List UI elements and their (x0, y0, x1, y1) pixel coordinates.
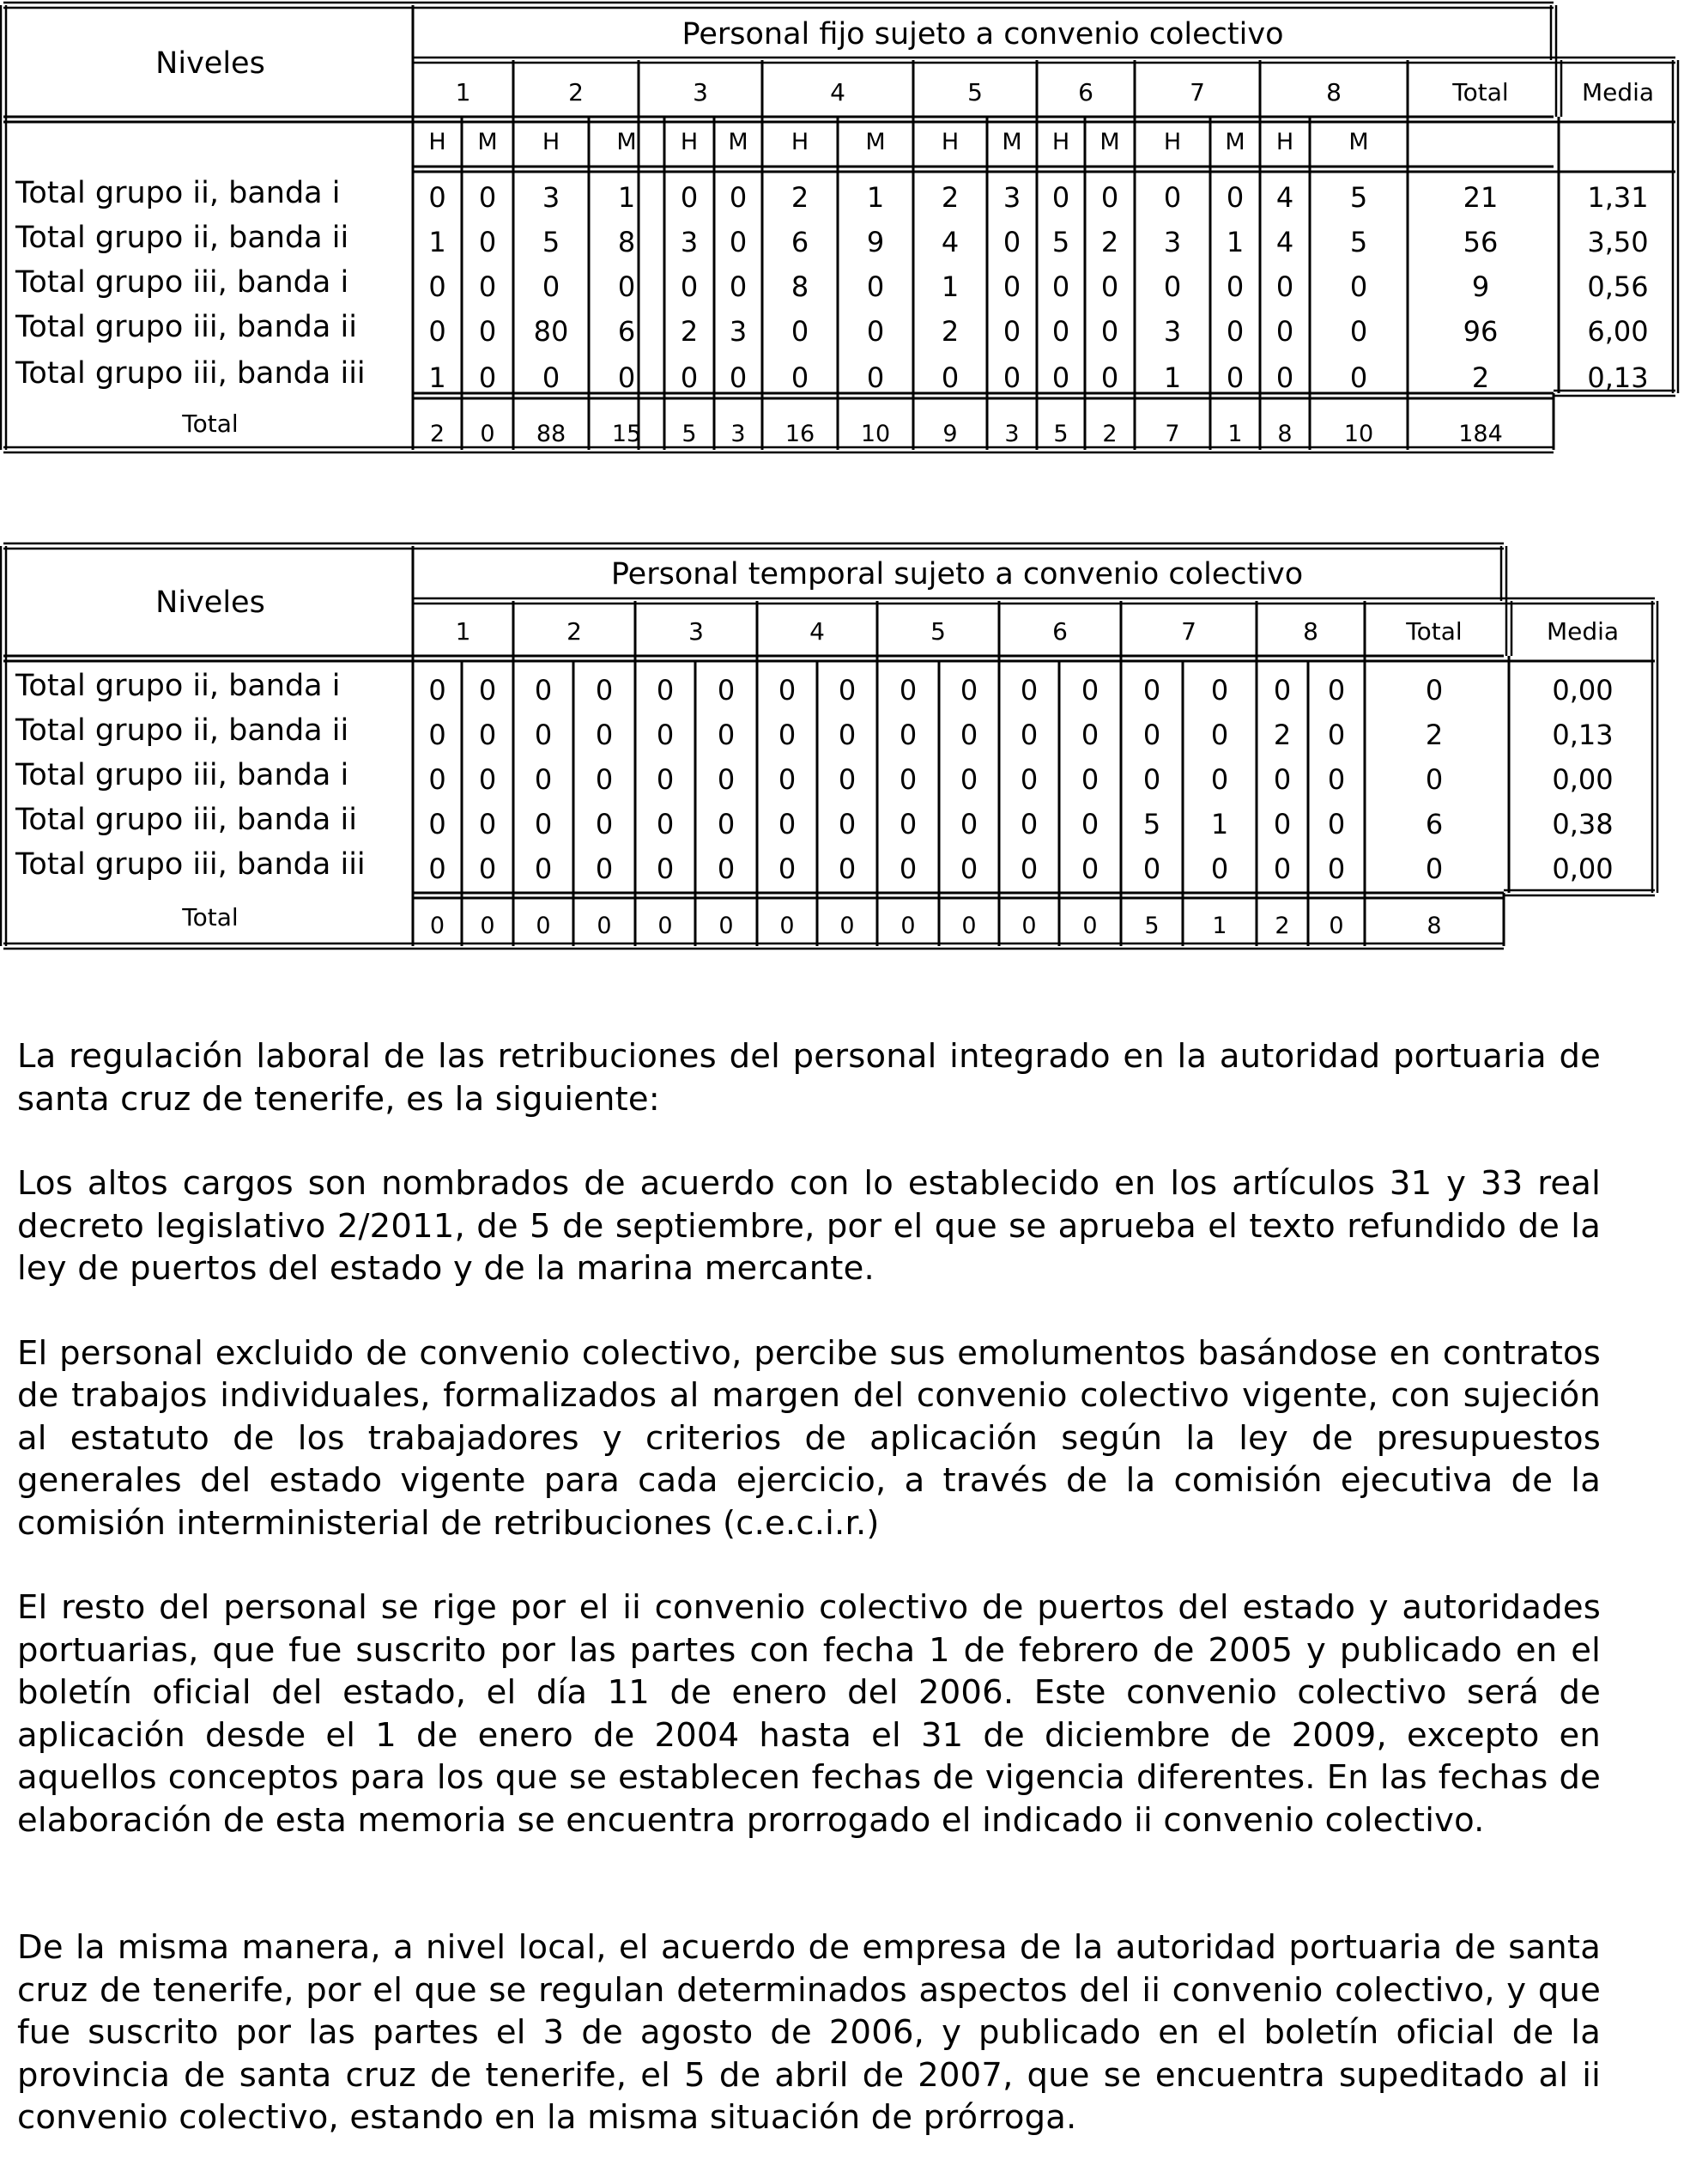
row-label: Total grupo ii, banda i (15, 176, 341, 210)
totals-cell: 0 (839, 913, 855, 939)
data-cell: 4 (941, 226, 960, 258)
data-cell: 0 (960, 808, 978, 840)
data-cell: 1 (1210, 808, 1229, 840)
data-cell: 0 (1327, 763, 1346, 796)
sex-header: M (1099, 129, 1120, 155)
data-cell: 0 (478, 808, 497, 840)
sex-header: M (616, 129, 637, 155)
grand-total: 8 (1427, 913, 1442, 939)
data-cell: 0 (534, 674, 553, 707)
totals-cell: 5 (1144, 913, 1160, 939)
data-cell: 0 (1100, 181, 1119, 214)
data-cell: 0 (1003, 226, 1021, 258)
level-header: 8 (1326, 78, 1342, 106)
row-total: 2 (1471, 361, 1490, 394)
totals-cell: 88 (536, 421, 566, 447)
data-cell: 0 (428, 315, 446, 348)
data-cell: 0 (778, 852, 797, 885)
data-cell: 0 (1273, 808, 1292, 840)
row-total: 6 (1425, 808, 1444, 840)
data-cell: 2 (941, 181, 960, 214)
data-cell: 0 (791, 361, 809, 394)
level-header: 8 (1303, 617, 1318, 646)
data-cell: 0 (478, 719, 497, 751)
totals-cell: 0 (536, 913, 551, 939)
data-cell: 0 (595, 808, 614, 840)
row-total: 0 (1425, 763, 1444, 796)
data-cell: 0 (1003, 361, 1021, 394)
table-title: Personal temporal sujeto a convenio colectivo (610, 557, 1304, 592)
data-cell: 0 (478, 181, 497, 214)
level-header: 3 (688, 617, 704, 646)
data-cell: 0 (656, 674, 675, 707)
data-cell: 0 (717, 674, 736, 707)
data-cell: 3 (729, 315, 748, 348)
data-cell: 0 (428, 852, 446, 885)
row-label: Total grupo ii, banda ii (15, 221, 349, 255)
data-cell: 0 (1020, 763, 1039, 796)
totals-cell: 1 (1212, 913, 1227, 939)
level-header: 1 (455, 78, 471, 106)
sex-header: H (1163, 129, 1182, 155)
data-cell: 0 (478, 852, 497, 885)
sex-header: H (941, 129, 960, 155)
totals-cell: 0 (480, 421, 495, 447)
data-cell: 0 (838, 808, 857, 840)
data-cell: 0 (1003, 270, 1021, 303)
data-cell: 3 (680, 226, 699, 258)
data-cell: 0 (899, 674, 918, 707)
data-cell: 0 (534, 852, 553, 885)
data-cell: 0 (866, 315, 885, 348)
table-niveles-header: Niveles (155, 46, 265, 81)
data-cell: 2 (791, 181, 809, 214)
data-cell: 0 (866, 270, 885, 303)
data-cell: 0 (680, 361, 699, 394)
data-cell: 0 (595, 852, 614, 885)
data-cell: 0 (960, 852, 978, 885)
data-cell: 0 (717, 719, 736, 751)
data-cell: 0 (838, 674, 857, 707)
totals-cell: 0 (657, 913, 673, 939)
media-header: Media (1546, 617, 1620, 646)
totals-cell: 16 (784, 421, 815, 447)
data-cell: 0 (717, 808, 736, 840)
data-cell: 0 (838, 719, 857, 751)
sex-header: H (791, 129, 809, 155)
data-cell: 9 (866, 226, 885, 258)
sex-header: M (865, 129, 886, 155)
data-cell: 80 (533, 315, 569, 348)
data-cell: 0 (960, 763, 978, 796)
body-text (17, 1035, 1601, 2139)
totals-cell: 0 (779, 913, 795, 939)
data-cell: 0 (1020, 674, 1039, 707)
row-total: 56 (1463, 226, 1499, 258)
data-cell: 0 (1100, 361, 1119, 394)
data-cell: 0 (1349, 361, 1368, 394)
data-cell: 0 (1327, 674, 1346, 707)
data-cell: 0 (1051, 270, 1070, 303)
data-cell: 0 (1142, 719, 1161, 751)
data-cell: 8 (617, 226, 636, 258)
paragraph: Los altos cargos son nombrados de acuerdo con lo establecido en los artículos 31 y 33 real decreto legislativo 2/2011, de 5 de septiembre, por el que se aprueba el texto refundido de la ley de puertos del estado y de la marina mercante. (17, 1164, 1601, 1288)
data-cell: 0 (778, 674, 797, 707)
totals-label: Total (182, 410, 239, 438)
data-cell: 5 (1349, 181, 1368, 214)
data-cell: 0 (941, 361, 960, 394)
totals-cell: 0 (1329, 913, 1344, 939)
data-cell: 0 (617, 361, 636, 394)
totals-cell: 2 (429, 421, 445, 447)
data-cell: 0 (1273, 763, 1292, 796)
level-header: 7 (1190, 78, 1205, 106)
data-cell: 0 (478, 763, 497, 796)
data-cell: 0 (1210, 719, 1229, 751)
level-header: 5 (930, 617, 946, 646)
data-cell: 0 (656, 808, 675, 840)
grand-total: 184 (1458, 421, 1503, 447)
data-cell: 1 (1163, 361, 1182, 394)
media-header: Media (1581, 78, 1655, 106)
data-cell: 1 (428, 361, 446, 394)
level-header: 6 (1052, 617, 1068, 646)
data-cell: 0 (1273, 674, 1292, 707)
totals-cell: 0 (1021, 913, 1037, 939)
data-cell: 0 (428, 763, 446, 796)
data-cell: 0 (791, 315, 809, 348)
data-cell: 5 (1142, 808, 1161, 840)
totals-cell: 5 (681, 421, 697, 447)
data-cell: 0 (1275, 361, 1294, 394)
row-media: 0,13 (1587, 361, 1649, 394)
data-cell: 0 (534, 719, 553, 751)
data-cell: 0 (729, 270, 748, 303)
row-label: Total grupo iii, banda i (15, 758, 349, 792)
level-header: 6 (1078, 78, 1093, 106)
sex-header: M (1225, 129, 1245, 155)
data-cell: 2 (1273, 719, 1292, 751)
row-media: 0,00 (1552, 852, 1614, 885)
totals-cell: 0 (900, 913, 916, 939)
table-title: Personal fijo sujeto a convenio colectivo (681, 17, 1284, 52)
row-media: 0,00 (1552, 763, 1614, 796)
data-cell: 0 (866, 361, 885, 394)
level-header: 7 (1181, 617, 1196, 646)
totals-label: Total (182, 903, 239, 931)
data-cell: 0 (656, 763, 675, 796)
row-label: Total grupo iii, banda ii (15, 310, 357, 344)
data-cell: 0 (656, 852, 675, 885)
data-cell: 5 (1051, 226, 1070, 258)
data-cell: 5 (1349, 226, 1368, 258)
data-cell: 3 (1003, 181, 1021, 214)
data-cell: 0 (1163, 181, 1182, 214)
data-cell: 2 (1100, 226, 1119, 258)
totals-cell: 0 (961, 913, 977, 939)
row-label: Total grupo iii, banda iii (15, 847, 366, 882)
totals-cell: 9 (942, 421, 958, 447)
data-cell: 0 (595, 763, 614, 796)
totals-cell: 0 (597, 913, 612, 939)
totals-cell: 5 (1053, 421, 1069, 447)
data-cell: 0 (1081, 808, 1099, 840)
data-cell: 0 (1226, 181, 1245, 214)
data-cell: 0 (428, 181, 446, 214)
level-header: 5 (967, 78, 983, 106)
data-cell: 0 (1226, 361, 1245, 394)
data-cell: 0 (1081, 763, 1099, 796)
data-cell: 0 (778, 763, 797, 796)
data-cell: 0 (960, 719, 978, 751)
data-cell: 1 (1226, 226, 1245, 258)
data-cell: 0 (1081, 719, 1099, 751)
sex-header: M (728, 129, 748, 155)
totals-cell: 0 (480, 913, 495, 939)
row-media: 3,50 (1587, 226, 1649, 258)
data-cell: 0 (1142, 763, 1161, 796)
data-cell: 0 (1327, 719, 1346, 751)
totals-cell: 15 (611, 421, 642, 447)
data-cell: 0 (717, 763, 736, 796)
data-cell: 0 (1020, 719, 1039, 751)
total-header: Total (1452, 78, 1509, 106)
row-label: Total grupo iii, banda iii (15, 356, 366, 391)
data-cell: 0 (1051, 361, 1070, 394)
data-cell: 0 (478, 315, 497, 348)
data-cell: 0 (899, 852, 918, 885)
data-cell: 0 (534, 763, 553, 796)
data-cell: 0 (1327, 808, 1346, 840)
sex-header: M (1002, 129, 1022, 155)
row-label: Total grupo iii, banda ii (15, 803, 357, 837)
level-header: 1 (455, 617, 471, 646)
data-cell: 0 (656, 719, 675, 751)
data-cell: 0 (1003, 315, 1021, 348)
data-cell: 3 (1163, 226, 1182, 258)
row-label: Total grupo ii, banda ii (15, 713, 349, 748)
data-cell: 0 (1100, 315, 1119, 348)
data-cell: 1 (866, 181, 885, 214)
row-media: 0,38 (1552, 808, 1614, 840)
data-cell: 0 (1275, 315, 1294, 348)
data-cell: 4 (1275, 226, 1294, 258)
data-cell: 0 (1051, 181, 1070, 214)
sex-header: H (1275, 129, 1294, 155)
data-cell: 2 (941, 315, 960, 348)
totals-cell: 3 (1004, 421, 1020, 447)
data-cell: 0 (534, 808, 553, 840)
data-cell: 2 (680, 315, 699, 348)
totals-cell: 10 (860, 421, 891, 447)
paragraph: El resto del personal se rige por el ii convenio colectivo de puertos del estado y autoridades portuarias, que fue suscrito por las partes con fecha 1 de febrero de 2005 y publicado en el boletín oficial del estado, el día 11 de enero del 2006. Este convenio colectivo será de aplicación desde el 1 de enero de 2004 hasta el 31 de diciembre de 2009, excepto en aquellos conceptos para los que se establecen fechas de vigencia diferentes. En las fechas de elaboración de esta memoria se encuentra prorrogado el indicado ii convenio colectivo. (17, 1588, 1601, 1840)
row-total: 96 (1463, 315, 1499, 348)
paragraph: De la misma manera, a nivel local, el acuerdo de empresa de la autoridad portuaria de santa cruz de tenerife, por el que se regulan determinados aspectos del ii convenio colectivo, y que fue suscrito por las partes el 3 de agosto de 2006, y publicado en el boletín oficial de la provincia de santa cruz de tenerife, el 5 de abril de 2007, que se encuentra supeditado al ii convenio colectivo, estando en la misma situación de prórroga. (17, 1928, 1601, 2137)
data-cell: 0 (1081, 852, 1099, 885)
totals-cell: 2 (1102, 421, 1118, 447)
data-cell: 0 (1051, 315, 1070, 348)
row-total: 21 (1463, 181, 1499, 214)
data-cell: 0 (1210, 763, 1229, 796)
data-cell: 0 (617, 270, 636, 303)
totals-cell: 0 (1082, 913, 1098, 939)
totals-cell: 10 (1343, 421, 1374, 447)
data-cell: 3 (542, 181, 560, 214)
row-total: 9 (1471, 270, 1490, 303)
sex-header: H (1051, 129, 1070, 155)
data-cell: 3 (1163, 315, 1182, 348)
data-cell: 0 (478, 270, 497, 303)
row-label: Total grupo ii, banda i (15, 669, 341, 703)
data-cell: 0 (899, 808, 918, 840)
paragraph: El personal excluido de convenio colectivo, percibe sus emolumentos basándose en contratos de trabajos individuales, formalizados al margen del convenio colectivo vigente, con sujeción al estatuto de los trabajadores y criterios de aplicación según la ley de presupuestos generales del estado vigente para cada ejercicio, a través de la comisión ejecutiva de la comisión interministerial de retribuciones (c.e.c.i.r.) (17, 1333, 1601, 1543)
row-total: 0 (1425, 852, 1444, 885)
paragraph: La regulación laboral de las retribuciones del personal integrado en la autoridad portuaria de santa cruz de tenerife, es la siguiente: (17, 1037, 1601, 1119)
data-cell: 0 (680, 270, 699, 303)
data-cell: 0 (729, 226, 748, 258)
data-cell: 0 (1020, 852, 1039, 885)
level-header: 4 (809, 617, 825, 646)
table-niveles-header: Niveles (155, 585, 265, 620)
sex-header: H (542, 129, 560, 155)
level-header: 4 (830, 78, 845, 106)
data-cell: 8 (791, 270, 809, 303)
data-cell: 0 (838, 852, 857, 885)
data-cell: 0 (899, 763, 918, 796)
row-media: 0,13 (1552, 719, 1614, 751)
row-media: 6,00 (1587, 315, 1649, 348)
data-cell: 0 (1349, 315, 1368, 348)
data-cell: 0 (1142, 674, 1161, 707)
row-total: 2 (1425, 719, 1444, 751)
totals-cell: 0 (718, 913, 734, 939)
data-cell: 0 (595, 719, 614, 751)
data-cell: 0 (838, 763, 857, 796)
data-cell: 0 (428, 808, 446, 840)
data-cell: 6 (617, 315, 636, 348)
totals-cell: 7 (1165, 421, 1180, 447)
level-header: 3 (693, 78, 708, 106)
data-cell: 0 (1100, 270, 1119, 303)
data-cell: 0 (595, 674, 614, 707)
totals-cell: 3 (730, 421, 746, 447)
data-cell: 0 (717, 852, 736, 885)
sex-header: H (680, 129, 699, 155)
data-cell: 0 (428, 674, 446, 707)
totals-cell: 8 (1277, 421, 1293, 447)
data-cell: 0 (1275, 270, 1294, 303)
row-media: 1,31 (1587, 181, 1649, 214)
sex-header: M (1348, 129, 1369, 155)
data-cell: 6 (791, 226, 809, 258)
data-cell: 5 (542, 226, 560, 258)
data-cell: 0 (729, 181, 748, 214)
data-cell: 0 (778, 719, 797, 751)
total-header: Total (1406, 617, 1463, 646)
data-cell: 0 (1226, 315, 1245, 348)
level-header: 2 (568, 78, 584, 106)
data-cell: 0 (428, 270, 446, 303)
row-media: 0,00 (1552, 674, 1614, 707)
totals-cell: 0 (429, 913, 445, 939)
totals-cell: 2 (1275, 913, 1290, 939)
data-cell: 0 (542, 361, 560, 394)
data-cell: 0 (1349, 270, 1368, 303)
data-cell: 0 (478, 226, 497, 258)
data-cell: 0 (899, 719, 918, 751)
data-cell: 0 (680, 181, 699, 214)
data-cell: 0 (478, 361, 497, 394)
data-cell: 0 (1210, 674, 1229, 707)
level-header: 2 (566, 617, 582, 646)
data-cell: 1 (941, 270, 960, 303)
data-cell: 0 (1163, 270, 1182, 303)
sex-header: M (477, 129, 498, 155)
data-cell: 1 (617, 181, 636, 214)
sex-header: H (428, 129, 446, 155)
data-cell: 0 (428, 719, 446, 751)
data-cell: 0 (1081, 674, 1099, 707)
data-cell: 0 (1020, 808, 1039, 840)
row-label: Total grupo iii, banda i (15, 265, 349, 300)
data-cell: 0 (542, 270, 560, 303)
data-cell: 0 (778, 808, 797, 840)
data-cell: 0 (1327, 852, 1346, 885)
totals-cell: 1 (1227, 421, 1243, 447)
row-media: 0,56 (1587, 270, 1649, 303)
data-cell: 0 (478, 674, 497, 707)
data-cell: 0 (1226, 270, 1245, 303)
data-cell: 0 (960, 674, 978, 707)
data-cell: 0 (1142, 852, 1161, 885)
data-cell: 0 (729, 361, 748, 394)
row-total: 0 (1425, 674, 1444, 707)
data-cell: 4 (1275, 181, 1294, 214)
table-personal-temporal (0, 0, 1684, 953)
data-cell: 1 (428, 226, 446, 258)
data-cell: 0 (1210, 852, 1229, 885)
data-cell: 0 (1273, 852, 1292, 885)
